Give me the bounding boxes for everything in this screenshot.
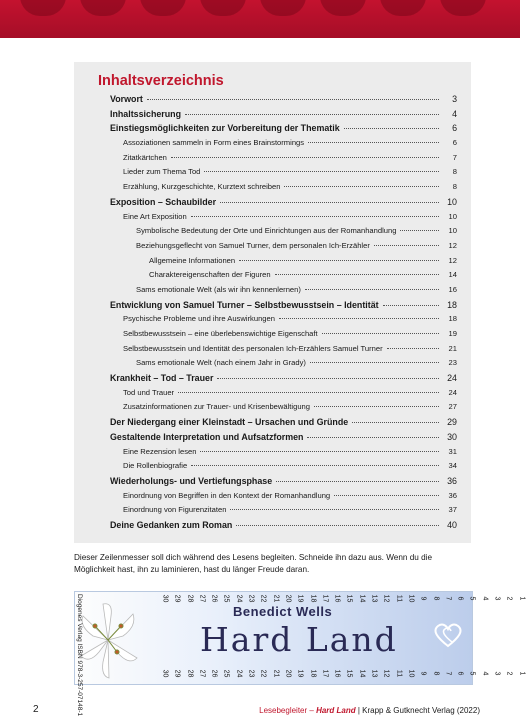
seat-shape [20,0,66,16]
toc-dot-leader [352,422,439,423]
toc-entry-page: 24 [448,387,457,397]
toc-entry-label: Sams emotionale Welt (als wir ihn kennenlernen) [136,284,301,294]
toc-entry-label: Eine Rezension lesen [123,446,197,456]
toc-entry-label: Allgemeine Informationen [149,255,236,265]
toc-dot-leader [374,245,439,246]
heart-icon [431,622,465,648]
toc-entry-label: Tod und Trauer [123,387,175,397]
ruler-number: 29 [173,594,181,603]
toc-entry-page: 18 [447,299,457,310]
toc-dot-leader [236,525,439,526]
table-of-contents [74,62,471,543]
toc-entry-label: Eine Art Exposition [123,211,187,221]
toc-entry-label: Selbstbewusstsein und Identität des personalen Ich-Erzählers Samuel Turner [123,343,383,353]
toc-dot-leader [344,128,439,129]
toc-dot-leader [185,114,439,115]
toc-entry-page: 4 [452,108,457,119]
toc-entry [110,285,457,300]
ruler-number: 15 [346,594,354,603]
toc-entry-label: Wiederholungs- und Vertiefungsphase [110,475,273,486]
toc-entry [110,417,457,432]
toc-entry-page: 6 [452,138,457,148]
ruler-number: 16 [333,594,341,603]
toc-entry [110,432,457,447]
toc-entry-label: Entwicklung von Samuel Turner – Selbstbewusstsein – Identität [110,299,379,310]
ruler-number: 27 [198,669,206,678]
toc-entry [110,329,457,344]
toc-entry-page: 12 [448,255,457,265]
toc-entry-label: Beziehungsgeflecht von Samuel Turner, dem personalen Ich-Erzähler [136,240,370,250]
toc-entry-label: Einordnung von Begriffen in den Kontext der Romanhandlung [123,490,331,500]
toc-entry-page: 16 [448,284,457,294]
toc-dot-leader [275,274,439,275]
ruler-number: 22 [260,594,268,603]
ruler-number: 18 [309,669,317,678]
ruler-number: 14 [358,594,366,603]
ruler-number: 8 [432,596,440,601]
ruler-number: 11 [395,594,403,603]
toc-list [110,94,457,535]
toc-entry-label: Zusatzinformationen zur Trauer- und Krisenbewältigung [123,402,310,412]
toc-entry-page: 30 [447,431,457,442]
seat-shape [80,0,126,16]
toc-entry-page: 36 [447,475,457,486]
toc-entry-page: 14 [448,270,457,280]
ruler-number: 1 [518,596,526,601]
toc-entry-page: 10 [448,211,457,221]
ruler-number: 23 [247,594,255,603]
ruler-number: 8 [432,671,440,676]
toc-entry-page: 19 [448,329,457,338]
toc-dot-leader [171,157,439,158]
toc-entry [110,167,457,182]
toc-entry [110,197,457,212]
toc-entry [110,123,457,138]
toc-entry-label: Erzählung, Kurzgeschichte, Kurztext schreiben [123,182,281,192]
toc-entry [110,300,457,315]
toc-entry [110,212,457,227]
ruler-number: 25 [223,669,231,678]
toc-entry-page: 40 [447,519,457,530]
book-author: Benedict Wells [233,604,333,619]
ruler-number: 11 [395,669,403,678]
toc-entry-label: Inhaltssicherung [110,108,182,119]
toc-entry-label: Krankheit – Tod – Trauer [110,373,214,384]
ruler-number: 30 [161,594,169,603]
toc-dot-leader [308,142,439,143]
toc-entry-label: Sams emotionale Welt (nach einem Jahr in Grady) [136,358,306,368]
ruler-number: 17 [321,594,329,603]
toc-entry-page: 31 [448,446,457,456]
toc-dot-leader [147,99,439,100]
toc-entry-label: Psychische Probleme und ihre Auswirkungen [123,314,275,324]
toc-entry [110,344,457,359]
ruler-number: 6 [456,596,464,601]
ruler-number: 18 [309,594,317,603]
toc-dot-leader [220,202,439,203]
toc-entry-page: 10 [447,196,457,207]
toc-entry-page: 24 [447,373,457,384]
toc-dot-leader [217,378,439,379]
ruler-number: 26 [210,594,218,603]
toc-entry-page: 34 [448,461,457,471]
ruler-number: 13 [370,669,378,678]
ruler-number: 22 [260,669,268,678]
toc-dot-leader [200,451,439,452]
ruler-number: 10 [407,594,415,603]
toc-entry-page: 36 [448,490,457,500]
seat-shape [320,0,366,16]
ruler-number: 15 [346,669,354,678]
toc-title: Inhaltsverzeichnis [98,73,224,89]
isbn-text: Diogenes Verlag ISBN 978-3-257-07148-1 [76,594,83,717]
toc-dot-leader [191,465,439,466]
toc-entry [110,447,457,462]
seat-shape [440,0,486,16]
ruler-note: Dieser Zeilenmesser soll dich während des Lesens begleiten. Schneide ihn dazu aus. Wenn du die Möglichkeit hast, ihn zu laminieren, hast du länger Freude daran. [74,553,433,574]
toc-entry-page: 21 [448,343,457,353]
toc-entry [110,476,457,491]
toc-entry-label: Lieder zum Thema Tod [123,167,201,177]
toc-dot-leader [322,333,439,334]
toc-entry [110,402,457,417]
toc-dot-leader [305,289,439,290]
toc-entry-label: Deine Gedanken zum Roman [110,519,233,530]
ruler-number: 7 [444,596,452,601]
toc-dot-leader [400,230,439,231]
toc-entry-page: 8 [452,167,457,177]
toc-entry-page: 23 [448,358,457,368]
ruler-number: 13 [370,594,378,603]
toc-entry-label: Charaktereigenschaften der Figuren [149,270,271,280]
toc-entry-page: 27 [448,402,457,412]
toc-dot-leader [279,318,439,319]
toc-entry [110,520,457,535]
page-footer [0,700,520,720]
ruler-number: 26 [210,669,218,678]
toc-entry [110,314,457,329]
ruler-number: 5 [469,671,477,676]
toc-entry [110,226,457,241]
toc-entry-page: 37 [448,505,457,515]
ruler-number: 27 [198,594,206,603]
toc-dot-leader [314,406,439,407]
ruler-number: 19 [296,669,304,678]
toc-dot-leader [334,495,439,496]
toc-entry-label: Selbstbewusstsein – eine überlebenswichtige Eigenschaft [123,329,318,338]
toc-entry-label: Die Rollenbiografie [123,461,188,471]
credit-title: Hard Land [316,706,356,715]
ruler-number: 12 [382,594,390,603]
ruler-number: 24 [235,669,243,678]
ruler-numbers-top [159,595,528,602]
toc-entry-page: 6 [452,123,457,134]
toc-entry [110,256,457,271]
toc-entry [110,491,457,506]
toc-entry [110,388,457,403]
toc-entry-page: 18 [448,314,457,324]
ruler-number: 3 [493,596,501,601]
ruler-number: 20 [284,669,292,678]
ruler-number: 12 [382,669,390,678]
toc-entry-label: Assoziationen sammeln in Form eines Brainstormings [123,138,305,148]
ruler-number: 21 [272,669,280,678]
toc-dot-leader [191,216,439,217]
ruler-numbers-bottom [159,670,528,677]
ruler-number: 9 [419,671,427,676]
toc-dot-leader [276,481,439,482]
ruler-number: 2 [505,596,513,601]
toc-dot-leader [387,348,439,349]
toc-dot-leader [204,171,439,172]
toc-entry-label: Symbolische Bedeutung der Orte und Einrichtungen aus der Romanhandlung [136,226,397,236]
toc-entry-page: 10 [448,226,457,236]
credit-suffix: | Krapp & Gutknecht Verlag (2022) [355,706,480,715]
toc-entry-page: 3 [452,94,457,104]
toc-entry-label: Der Niedergang einer Kleinstadt – Ursachen und Gründe [110,417,349,428]
lily-flower-icon [73,596,143,684]
ruler-number: 10 [407,669,415,678]
ruler-number: 6 [456,671,464,676]
toc-dot-leader [307,437,439,438]
toc-dot-leader [230,509,439,510]
ruler-number: 4 [481,596,489,601]
ruler-number: 4 [481,671,489,676]
ruler-number: 9 [419,596,427,601]
footer-credit [259,706,480,715]
toc-entry-page: 8 [452,182,457,192]
toc-entry-page: 7 [452,152,457,162]
toc-entry [110,109,457,124]
ruler-number: 5 [469,596,477,601]
ruler-number: 17 [321,669,329,678]
ruler-number: 2 [505,671,513,676]
toc-dot-leader [239,260,439,261]
top-banner [0,0,520,38]
seat-shape [200,0,246,16]
ruler-number: 3 [493,671,501,676]
ruler-number: 21 [272,594,280,603]
ruler-number: 25 [223,594,231,603]
ruler-number: 7 [444,671,452,676]
ruler-number: 19 [296,594,304,603]
toc-entry [110,461,457,476]
seat-shape [140,0,186,16]
seat-shape [380,0,426,16]
toc-entry-label: Zitatkärtchen [123,152,167,162]
toc-dot-leader [310,362,439,363]
toc-entry [110,373,457,388]
toc-dot-leader [284,186,439,187]
toc-dot-leader [383,305,439,306]
ruler-number: 20 [284,594,292,603]
toc-dot-leader [178,392,439,393]
toc-entry-label: Exposition – Schaubilder [110,196,217,207]
toc-entry [110,138,457,153]
toc-entry [110,94,457,109]
toc-entry-label: Vorwort [110,94,143,104]
toc-entry-page: 12 [448,240,457,250]
seat-shape [260,0,306,16]
toc-entry [110,270,457,285]
page-number: 2 [33,704,39,715]
ruler-number: 28 [186,669,194,678]
ruler-number: 30 [161,669,169,678]
ruler-number: 16 [333,669,341,678]
toc-entry-label: Gestaltende Interpretation und Aufsatzformen [110,431,304,442]
ruler-number: 28 [186,594,194,603]
credit-prefix: Lesebegleiter – [259,706,317,715]
ruler-number: 1 [518,671,526,676]
toc-entry [110,241,457,256]
toc-entry [110,358,457,373]
toc-entry-page: 29 [447,417,457,428]
toc-entry [110,182,457,197]
toc-entry-label: Einordnung von Figurenzitaten [123,505,227,515]
book-title: Hard Land [200,620,398,659]
toc-entry [110,505,457,520]
ruler-number: 24 [235,594,243,603]
ruler-number: 29 [173,669,181,678]
toc-entry-label: Einstiegsmöglichkeiten zur Vorbereitung der Thematik [110,123,340,134]
toc-entry [110,153,457,168]
ruler-number: 14 [358,669,366,678]
ruler-number: 23 [247,669,255,678]
